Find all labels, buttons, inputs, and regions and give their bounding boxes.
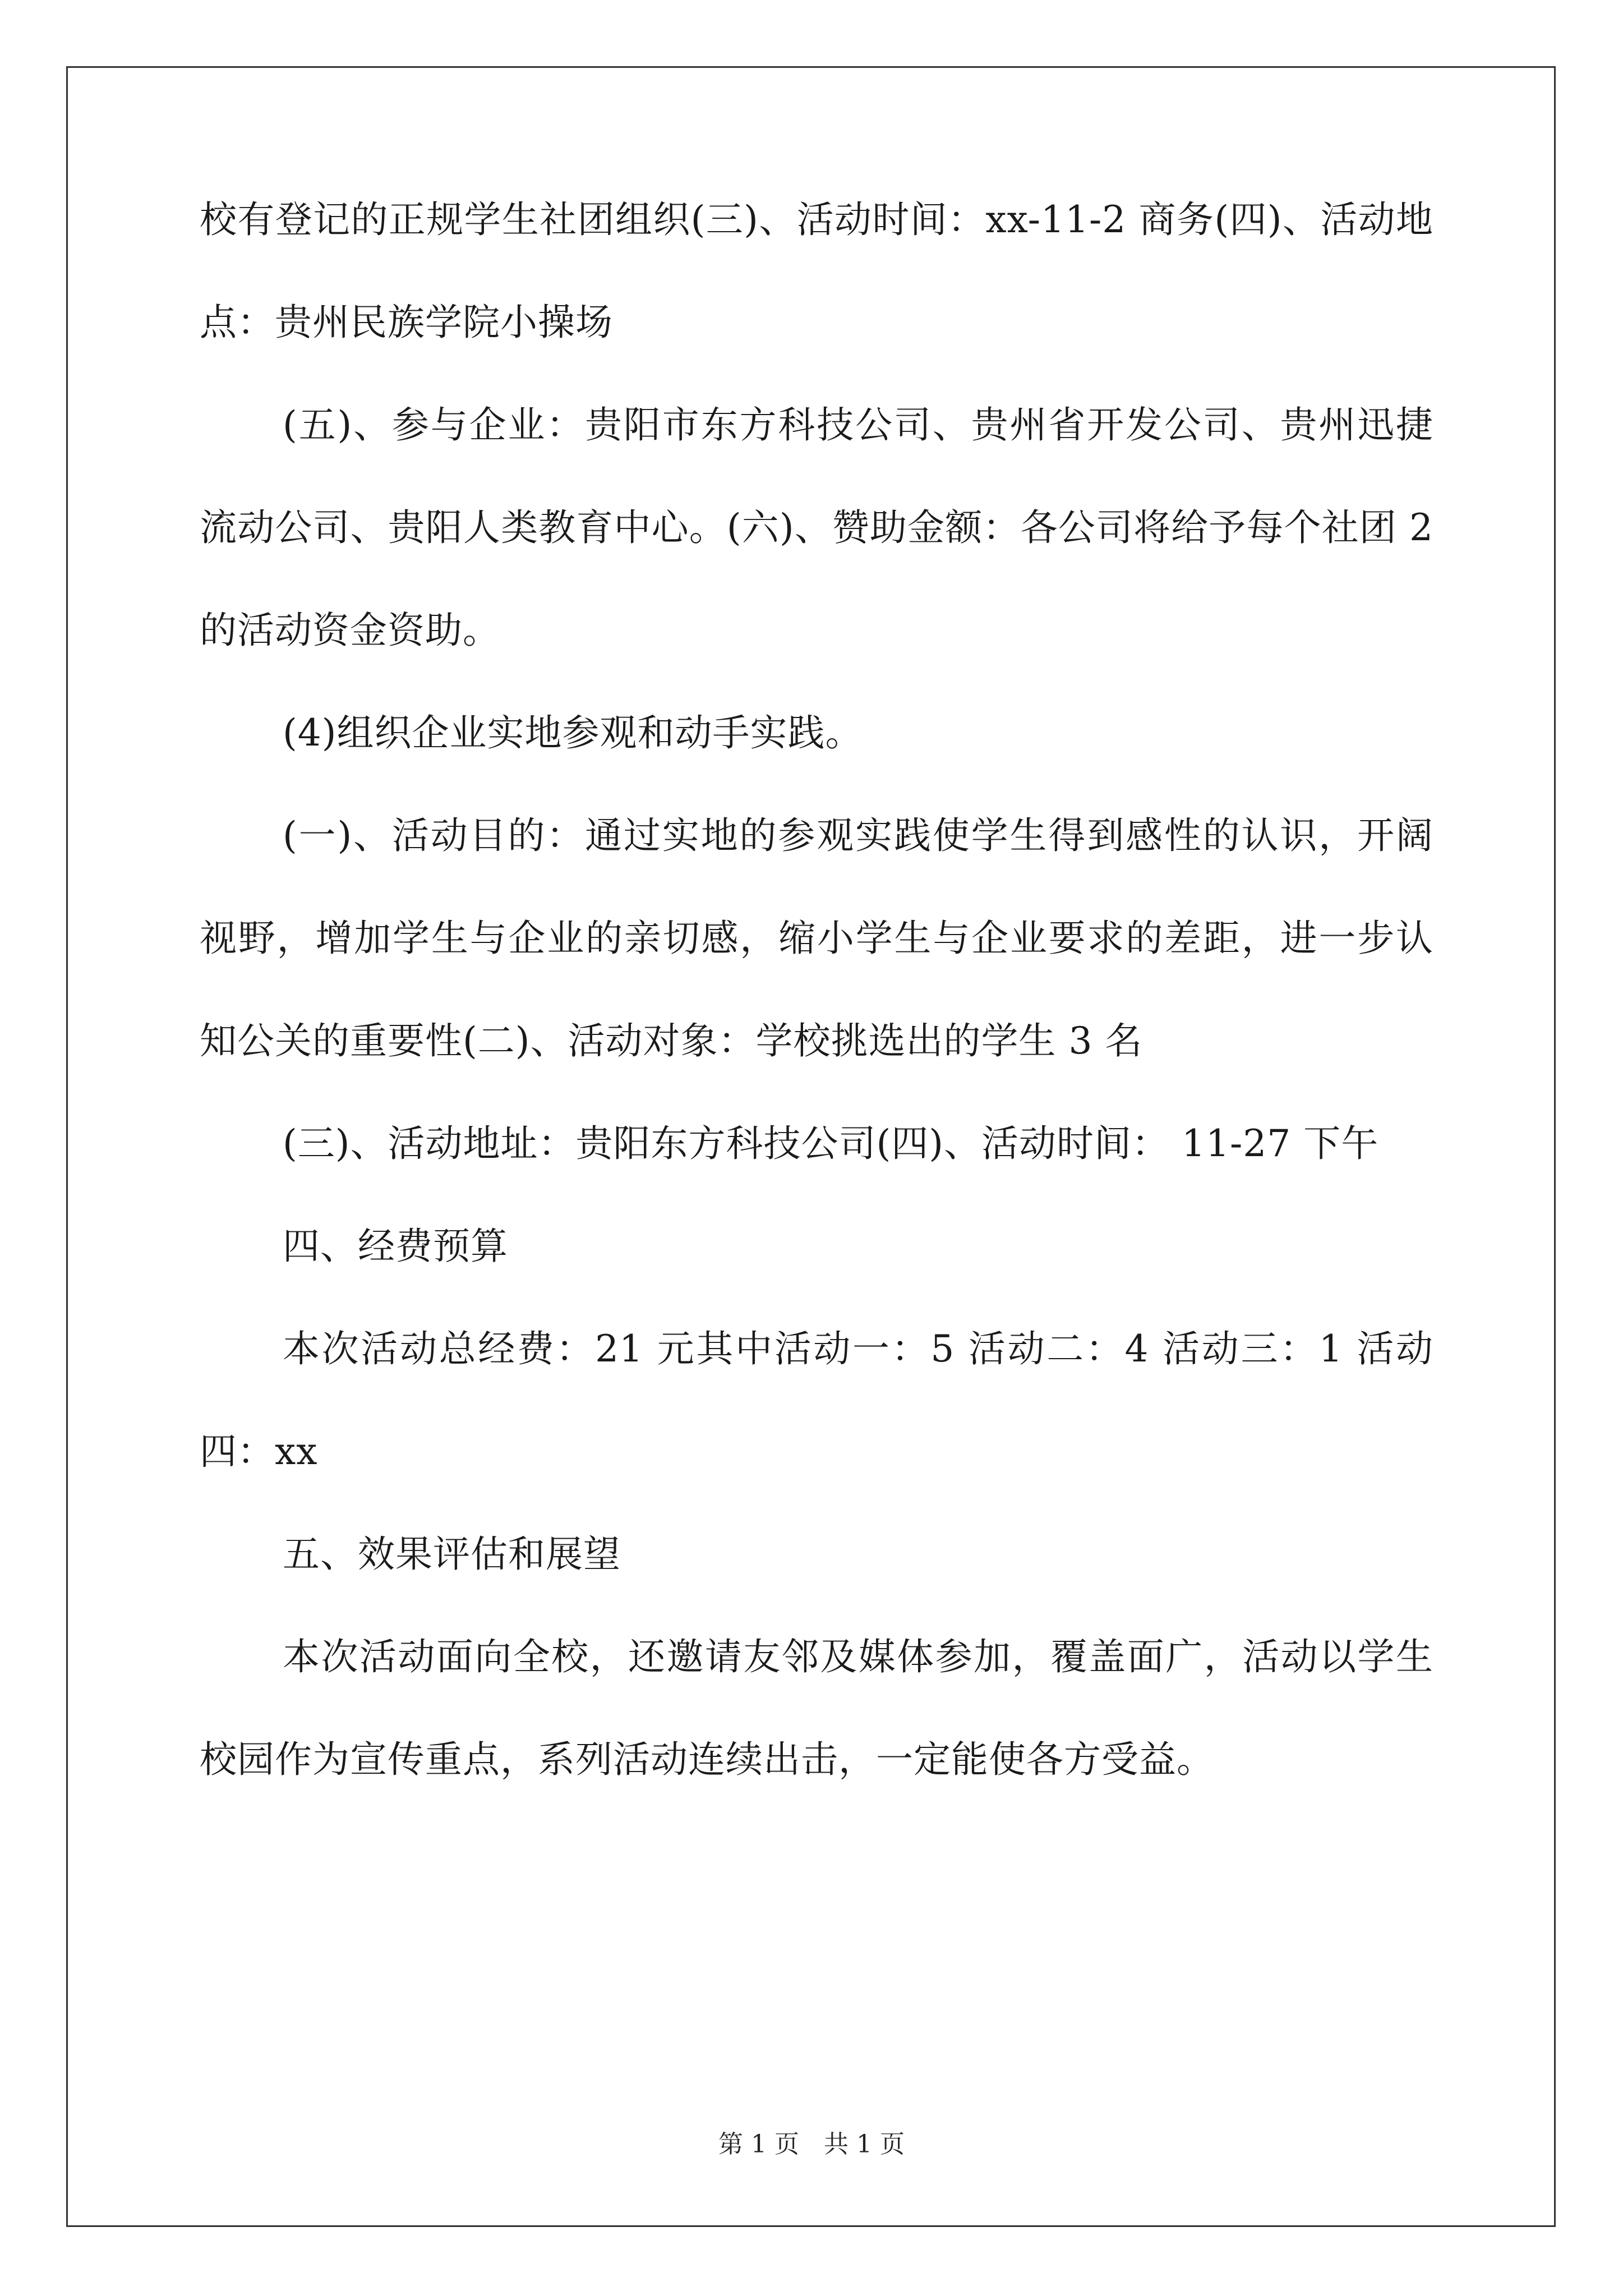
paragraph-evaluation-detail: 本次活动面向全校，还邀请友邻及媒体参加，覆盖面广，活动以学生校园作为宣传重点，系列活动连续出击，一定能使各方受益。 [200, 1635, 1433, 1781]
document-body [200, 168, 1433, 1811]
paragraph-2: (五)、参与企业：贵阳市东方科技公司、贵州省开发公司、贵州迅捷流动公司、贵阳人类教育中心。(六)、赞助金额：各公司将给予每个社团 2 的活动资金资助。 [200, 403, 1433, 652]
paragraph-3: (4)组织企业实地参观和动手实践。 [283, 711, 863, 754]
page-footer: 第 1 页 共 1 页 [718, 2130, 905, 2159]
paragraph-4: (一)、活动目的：通过实地的参观实践使学生得到感性的认识，开阔视野，增加学生与企业的亲切感，缩小学生与企业要求的差距，进一步认知公关的重要性(二)、活动对象：学校挑选出的学生 3 名 [200, 814, 1433, 1062]
paragraph-budget-detail: 本次活动总经费：21 元其中活动一：5 活动二：4 活动三：1 活动四：xx [200, 1327, 1433, 1473]
paragraph-5: (三)、活动地址：贵阳东方科技公司(四)、活动时间： 11-27 下午 [283, 1122, 1379, 1165]
section-heading-budget: 四、经费预算 [283, 1225, 508, 1268]
paragraph-1: 校有登记的正规学生社团组织(三)、活动时间：xx-11-2 商务(四)、活动地点：贵州民族学院小操场 [200, 198, 1433, 344]
section-heading-evaluation: 五、效果评估和展望 [283, 1533, 621, 1576]
